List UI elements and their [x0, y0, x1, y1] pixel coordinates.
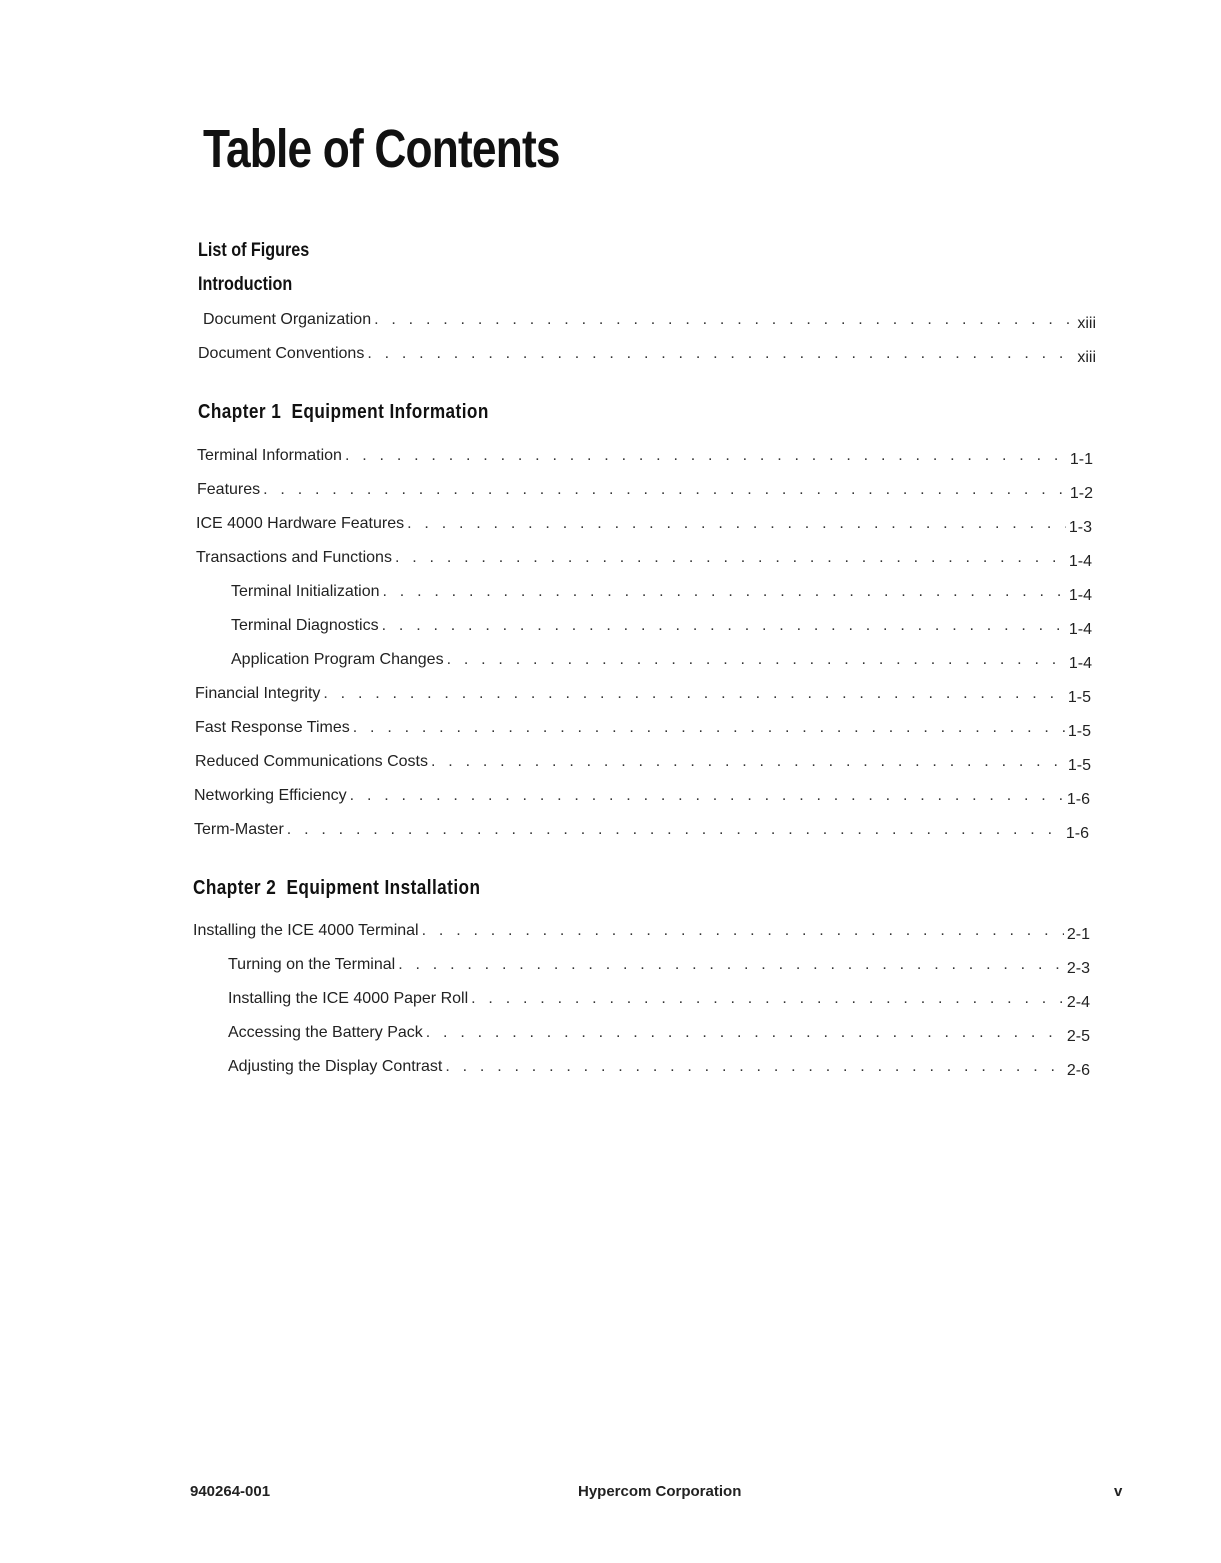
- dot-leader: [345, 446, 1067, 466]
- dot-leader: [407, 514, 1066, 534]
- toc-entry-page: 1-5: [1067, 689, 1091, 706]
- toc-entry-networking-efficiency[interactable]: [194, 786, 1090, 806]
- toc-entry-financial-integrity[interactable]: [195, 684, 1091, 704]
- toc-entry-page: 2-5: [1066, 1028, 1090, 1045]
- chapter-2-heading[interactable]: [193, 877, 480, 900]
- dot-leader: [398, 955, 1064, 975]
- toc-entry-page: 1-3: [1068, 519, 1092, 536]
- toc-entry-label: Features: [197, 481, 261, 498]
- toc-entry-page: 1-6: [1065, 825, 1089, 842]
- toc-entry-application-program-changes[interactable]: [231, 650, 1092, 670]
- toc-entry-page: 2-3: [1066, 960, 1090, 977]
- dot-leader: [422, 921, 1064, 941]
- toc-entry-label: Reduced Communications Costs: [195, 753, 428, 770]
- dot-leader: [367, 344, 1074, 364]
- toc-entry-installing-paper-roll[interactable]: [228, 989, 1090, 1009]
- toc-entry-fast-response-times[interactable]: [195, 718, 1091, 738]
- toc-entry-page: 1-2: [1069, 485, 1093, 502]
- introduction-heading[interactable]: Introduction: [198, 274, 293, 295]
- dot-leader: [445, 1057, 1064, 1077]
- dot-leader: [263, 480, 1067, 500]
- toc-entry-ice-4000-hardware-features[interactable]: [196, 514, 1092, 534]
- toc-entry-page: xiii: [1077, 349, 1096, 366]
- toc-entry-page: 2-6: [1066, 1062, 1090, 1079]
- dot-leader: [323, 684, 1064, 704]
- toc-entry-terminal-initialization[interactable]: [231, 582, 1092, 602]
- toc-entry-page: 1-4: [1068, 587, 1092, 604]
- chapter-title: Equipment Information: [291, 401, 489, 423]
- toc-entry-label: Networking Efficiency: [194, 787, 347, 804]
- toc-entry-features[interactable]: [197, 480, 1093, 500]
- toc-entry-label: Installing the ICE 4000 Terminal: [193, 922, 419, 939]
- dot-leader: [395, 548, 1066, 568]
- toc-entry-page: 2-1: [1066, 926, 1090, 943]
- chapter-title: Equipment Installation: [286, 877, 481, 899]
- toc-entry-accessing-battery-pack[interactable]: [228, 1023, 1090, 1043]
- toc-entry-label: Adjusting the Display Contrast: [228, 1058, 443, 1075]
- toc-entry-label: Fast Response Times: [195, 719, 350, 736]
- toc-entry-page: 1-4: [1068, 621, 1092, 638]
- toc-entry-installing-ice-4000-terminal[interactable]: [193, 921, 1090, 941]
- toc-entry-label: Financial Integrity: [195, 685, 321, 702]
- dot-leader: [383, 582, 1066, 602]
- toc-entry-page: 1-5: [1067, 757, 1091, 774]
- dot-leader: [431, 752, 1065, 772]
- toc-entry-label: Document Organization: [203, 311, 372, 328]
- toc-entry-label: Terminal Diagnostics: [231, 617, 379, 634]
- chapter-number: Chapter 1: [198, 401, 282, 423]
- toc-entry-page: xiii: [1077, 315, 1096, 332]
- dot-leader: [447, 650, 1066, 670]
- toc-entry-page: 1-6: [1066, 791, 1090, 808]
- dot-leader: [382, 616, 1066, 636]
- toc-entry-label: Terminal Initialization: [231, 583, 380, 600]
- footer-doc-number: 940264-001: [190, 1483, 271, 1500]
- toc-entry-label: ICE 4000 Hardware Features: [196, 515, 405, 532]
- toc-entry-page: 1-4: [1068, 553, 1092, 570]
- toc-entry-document-conventions[interactable]: [198, 344, 1096, 364]
- toc-entry-label: Terminal Information: [197, 447, 342, 464]
- toc-entry-label: Turning on the Terminal: [228, 956, 396, 973]
- toc-entry-label: Application Program Changes: [231, 651, 444, 668]
- toc-entry-reduced-communications-costs[interactable]: [195, 752, 1091, 772]
- list-of-figures-heading[interactable]: List of Figures: [198, 240, 310, 261]
- toc-entry-label: Term-Master: [194, 821, 284, 838]
- dot-leader: [287, 820, 1063, 840]
- toc-entry-adjusting-display-contrast[interactable]: [228, 1057, 1090, 1077]
- toc-entry-terminal-information[interactable]: [197, 446, 1093, 466]
- dot-leader: [374, 310, 1074, 330]
- footer-company: Hypercom Corporation: [578, 1483, 742, 1500]
- toc-entry-label: Installing the ICE 4000 Paper Roll: [228, 990, 469, 1007]
- dot-leader: [353, 718, 1065, 738]
- toc-entry-transactions-and-functions[interactable]: [196, 548, 1092, 568]
- toc-entry-label: Accessing the Battery Pack: [228, 1024, 423, 1041]
- toc-entry-page: 1-1: [1069, 451, 1093, 468]
- toc-entry-turning-on-terminal[interactable]: [228, 955, 1090, 975]
- toc-entry-term-master[interactable]: [194, 820, 1089, 840]
- toc-entry-label: Document Conventions: [198, 345, 365, 362]
- toc-entry-page: 2-4: [1066, 994, 1090, 1011]
- page-title: Table of Contents: [203, 119, 560, 179]
- toc-entry-terminal-diagnostics[interactable]: [231, 616, 1092, 636]
- dot-leader: [471, 989, 1064, 1009]
- toc-entry-document-organization[interactable]: [203, 310, 1096, 330]
- toc-entry-label: Transactions and Functions: [196, 549, 392, 566]
- footer-page-number: v: [1114, 1483, 1123, 1500]
- chapter-number: Chapter 2: [193, 877, 277, 899]
- dot-leader: [426, 1023, 1064, 1043]
- toc-entry-page: 1-4: [1068, 655, 1092, 672]
- dot-leader: [350, 786, 1064, 806]
- toc-entry-page: 1-5: [1067, 723, 1091, 740]
- chapter-1-heading[interactable]: [198, 401, 489, 424]
